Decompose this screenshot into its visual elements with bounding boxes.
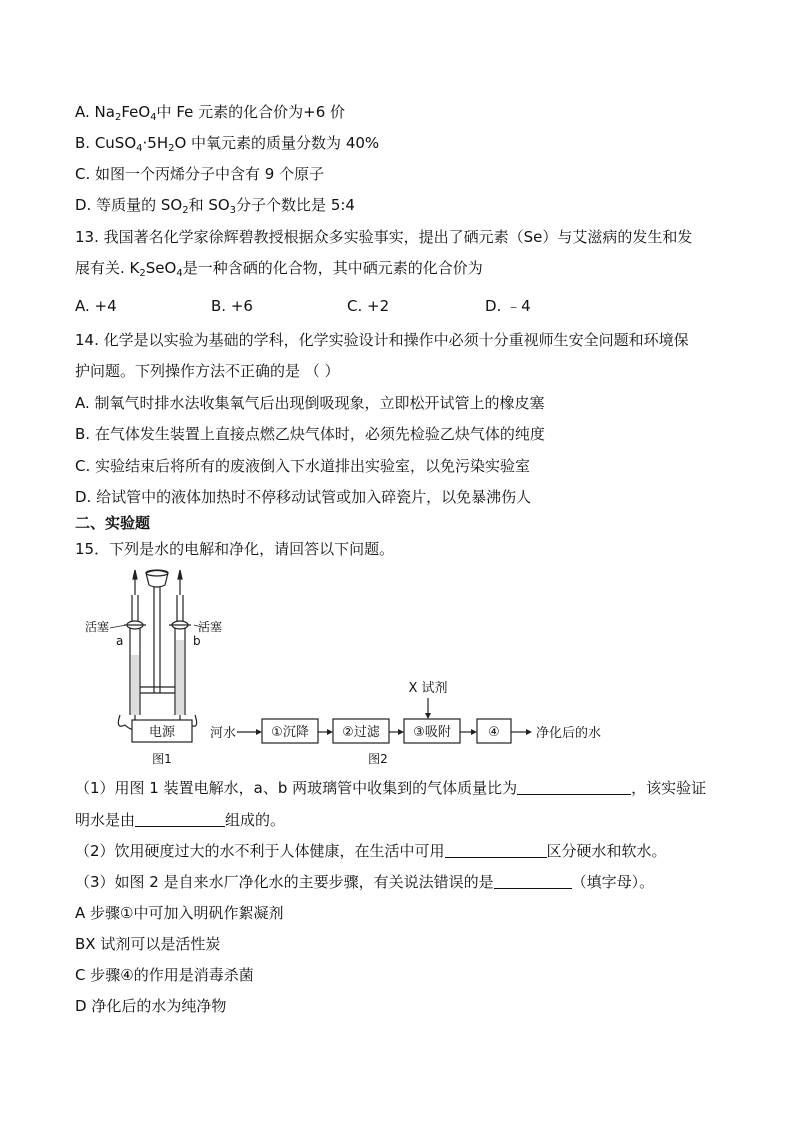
q15-stem: 15．下列是水的电解和净化，请回答以下问题。 xyxy=(75,540,395,558)
text: （3）如图 2 是自来水厂净化水的主要步骤，有关说法错误的是 xyxy=(75,873,494,891)
step4-label: ④ xyxy=(488,725,500,740)
q13-option-c: C. +2 xyxy=(347,297,390,315)
flow-input-label: 河水 xyxy=(210,726,237,741)
q15-option-d: D 净化后的水为纯净物 xyxy=(75,997,227,1015)
text: 中 Fe 元素的化合价为+6 价 xyxy=(156,103,345,121)
text: 是一种含硒的化合物，其中硒元素的化合价为 xyxy=(182,259,483,277)
q12-option-d xyxy=(75,195,355,221)
q13-option-a: A. +4 xyxy=(75,297,117,315)
arrowhead xyxy=(526,729,532,735)
subscript: 3 xyxy=(229,205,237,216)
arrowhead xyxy=(327,729,333,735)
q12-option-c: C. 如图一个丙烯分子中含有 9 个原子 xyxy=(75,165,325,183)
step3-label: ③吸附 xyxy=(413,725,451,740)
arrowhead xyxy=(256,729,262,735)
text: ·5H xyxy=(142,134,169,152)
q14-option-c: C. 实验结束后将所有的废液倒入下水道排出实验室，以免污染实验室 xyxy=(75,457,531,475)
q13-option-d: D. ﹣4 xyxy=(485,297,531,315)
tube-b-label: b xyxy=(193,634,201,648)
step1-label: ①沉降 xyxy=(271,725,309,740)
answer-blank[interactable] xyxy=(135,810,225,827)
text: （填字母）。 xyxy=(571,873,655,891)
text: A. Na xyxy=(75,103,115,121)
q12-option-b xyxy=(75,133,379,159)
q15-part1-line1 xyxy=(75,778,706,798)
subscript: 2 xyxy=(139,268,146,279)
leader-line xyxy=(110,625,126,628)
text: D. 等质量的 SO xyxy=(75,196,183,214)
q14-option-b: B. 在气体发生装置上直接点燃乙炔气体时，必须先检验乙炔气体的纯度 xyxy=(75,425,545,443)
text: B. CuSO xyxy=(75,134,137,152)
answer-blank[interactable] xyxy=(494,872,572,889)
q12-option-a xyxy=(75,102,345,128)
q13-option-b: B. +6 xyxy=(211,297,253,315)
text: FeO xyxy=(121,103,151,121)
q15-part1-line2 xyxy=(75,810,285,830)
q15-option-a: A 步骤①中可加入明矾作絮凝剂 xyxy=(75,904,284,922)
q15-option-b: BX 试剂可以是活性炭 xyxy=(75,935,221,953)
subscript: 2 xyxy=(182,205,189,216)
q15-option-c: C 步骤④的作用是消毒杀菌 xyxy=(75,966,254,984)
q14-option-a: A. 制氧气时排水法收集氧气后出现倒吸现象，立即松开试管上的橡皮塞 xyxy=(75,394,545,412)
electrolysis-apparatus xyxy=(118,570,196,730)
q13-stem-line1: 13. 我国著名化学家徐辉碧教授根据众多实验事实，提出了硒元素（Se）与艾滋病的发生和发 xyxy=(75,228,693,246)
answer-blank[interactable] xyxy=(517,778,631,795)
q14-stem-line1: 14. 化学是以实验为基础的学科，化学实验设计和操作中必须十分重视师生安全问题和环境保 xyxy=(75,331,689,349)
arrowhead xyxy=(471,729,477,735)
q14-option-d: D. 给试管中的液体加热时不停移动试管或加入碎瓷片，以免暴沸伤人 xyxy=(75,488,532,506)
subscript: 4 xyxy=(176,268,183,279)
reagent-label: X 试剂 xyxy=(408,681,448,696)
text: O 中氧元素的质量分数为 40% xyxy=(174,134,380,152)
figure2-caption: 图2 xyxy=(368,752,388,766)
q15-figures xyxy=(80,565,620,770)
text: 展有关. K xyxy=(75,259,140,277)
text: SeO xyxy=(145,259,177,277)
stopcock-label-left: 活塞 xyxy=(85,620,110,634)
stopcock-label-right: 活塞 xyxy=(198,620,223,634)
text: （1）用图 1 装置电解水，a、b 两玻璃管中收集到的气体质量比为 xyxy=(75,779,518,797)
q14-stem-line2: 护问题。下列操作方法不正确的是 （ ） xyxy=(75,362,340,380)
subscript: 2 xyxy=(168,143,175,154)
q13-stem-line2 xyxy=(75,258,483,284)
figure1-caption: 图1 xyxy=(152,752,172,766)
step2-label: ②过滤 xyxy=(342,725,380,740)
arrowhead xyxy=(398,729,404,735)
q15-part3 xyxy=(75,872,654,892)
tube-a-label: a xyxy=(116,634,124,648)
subscript: 2 xyxy=(114,112,122,123)
answer-blank[interactable] xyxy=(445,841,547,858)
text: 组成的。 xyxy=(225,811,286,829)
text: ，该实验证 xyxy=(631,779,707,797)
text: 明水是由 xyxy=(75,811,136,829)
section-title: 二、实验题 xyxy=(75,514,151,532)
flow-output-label: 净化后的水 xyxy=(536,726,602,741)
q15-part2 xyxy=(75,841,667,861)
subscript: 4 xyxy=(150,112,157,123)
text: 区分硬水和软水。 xyxy=(546,842,667,860)
text: 和 SO xyxy=(188,196,230,214)
arrowhead xyxy=(425,713,431,719)
subscript: 4 xyxy=(136,143,143,154)
power-supply-label: 电源 xyxy=(148,725,176,740)
text: （2）饮用硬度过大的水不利于人体健康，在生活中可用 xyxy=(75,842,445,860)
text: 分子个数比是 5:4 xyxy=(236,196,355,214)
